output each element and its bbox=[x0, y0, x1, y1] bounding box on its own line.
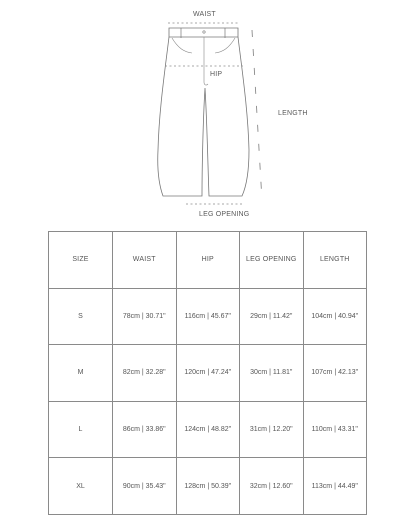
size-chart-table bbox=[48, 231, 367, 515]
header-waist: WAIST bbox=[113, 232, 177, 289]
length-cell: 110cm | 43.31" bbox=[303, 401, 367, 458]
hip-cell: 116cm | 45.67" bbox=[176, 288, 240, 345]
table-row bbox=[49, 345, 367, 402]
pants-measurement-diagram bbox=[0, 0, 416, 225]
waist-cell: 78cm | 30.71" bbox=[113, 288, 177, 345]
hip-cell: 124cm | 48.82" bbox=[176, 401, 240, 458]
table-row bbox=[49, 401, 367, 458]
leg-opening-cell: 31cm | 12.20" bbox=[240, 401, 304, 458]
size-cell: M bbox=[49, 345, 113, 402]
hip-cell: 120cm | 47.24" bbox=[176, 345, 240, 402]
waist-cell: 86cm | 33.86" bbox=[113, 401, 177, 458]
header-size: SIZE bbox=[49, 232, 113, 289]
size-cell: L bbox=[49, 401, 113, 458]
size-cell: S bbox=[49, 288, 113, 345]
waistband bbox=[169, 28, 238, 37]
table-row bbox=[49, 288, 367, 345]
pants-illustration bbox=[0, 0, 416, 225]
hip-label: HIP bbox=[210, 71, 223, 78]
size-cell: XL bbox=[49, 458, 113, 515]
length-measure-line bbox=[252, 30, 262, 200]
leg-opening-cell: 32cm | 12.60" bbox=[240, 458, 304, 515]
length-cell: 104cm | 40.94" bbox=[303, 288, 367, 345]
hip-cell: 128cm | 50.39" bbox=[176, 458, 240, 515]
waist-cell: 82cm | 32.28" bbox=[113, 345, 177, 402]
length-cell: 107cm | 42.13" bbox=[303, 345, 367, 402]
button bbox=[203, 31, 205, 33]
table-row bbox=[49, 458, 367, 515]
leg-opening-cell: 29cm | 11.42" bbox=[240, 288, 304, 345]
length-label: LENGTH bbox=[278, 110, 308, 117]
length-cell: 113cm | 44.49" bbox=[303, 458, 367, 515]
leg-opening-label: LEG OPENING bbox=[199, 211, 250, 218]
waist-label: WAIST bbox=[193, 11, 216, 18]
left-pocket bbox=[172, 38, 192, 53]
leg-opening-cell: 30cm | 11.81" bbox=[240, 345, 304, 402]
table-header-row bbox=[49, 232, 367, 289]
header-hip: HIP bbox=[176, 232, 240, 289]
header-length: LENGTH bbox=[303, 232, 367, 289]
waist-cell: 90cm | 35.43" bbox=[113, 458, 177, 515]
header-leg-opening: LEG OPENING bbox=[240, 232, 304, 289]
pants-outline bbox=[158, 37, 249, 196]
right-pocket bbox=[215, 38, 235, 53]
fly-stitch bbox=[204, 37, 208, 85]
